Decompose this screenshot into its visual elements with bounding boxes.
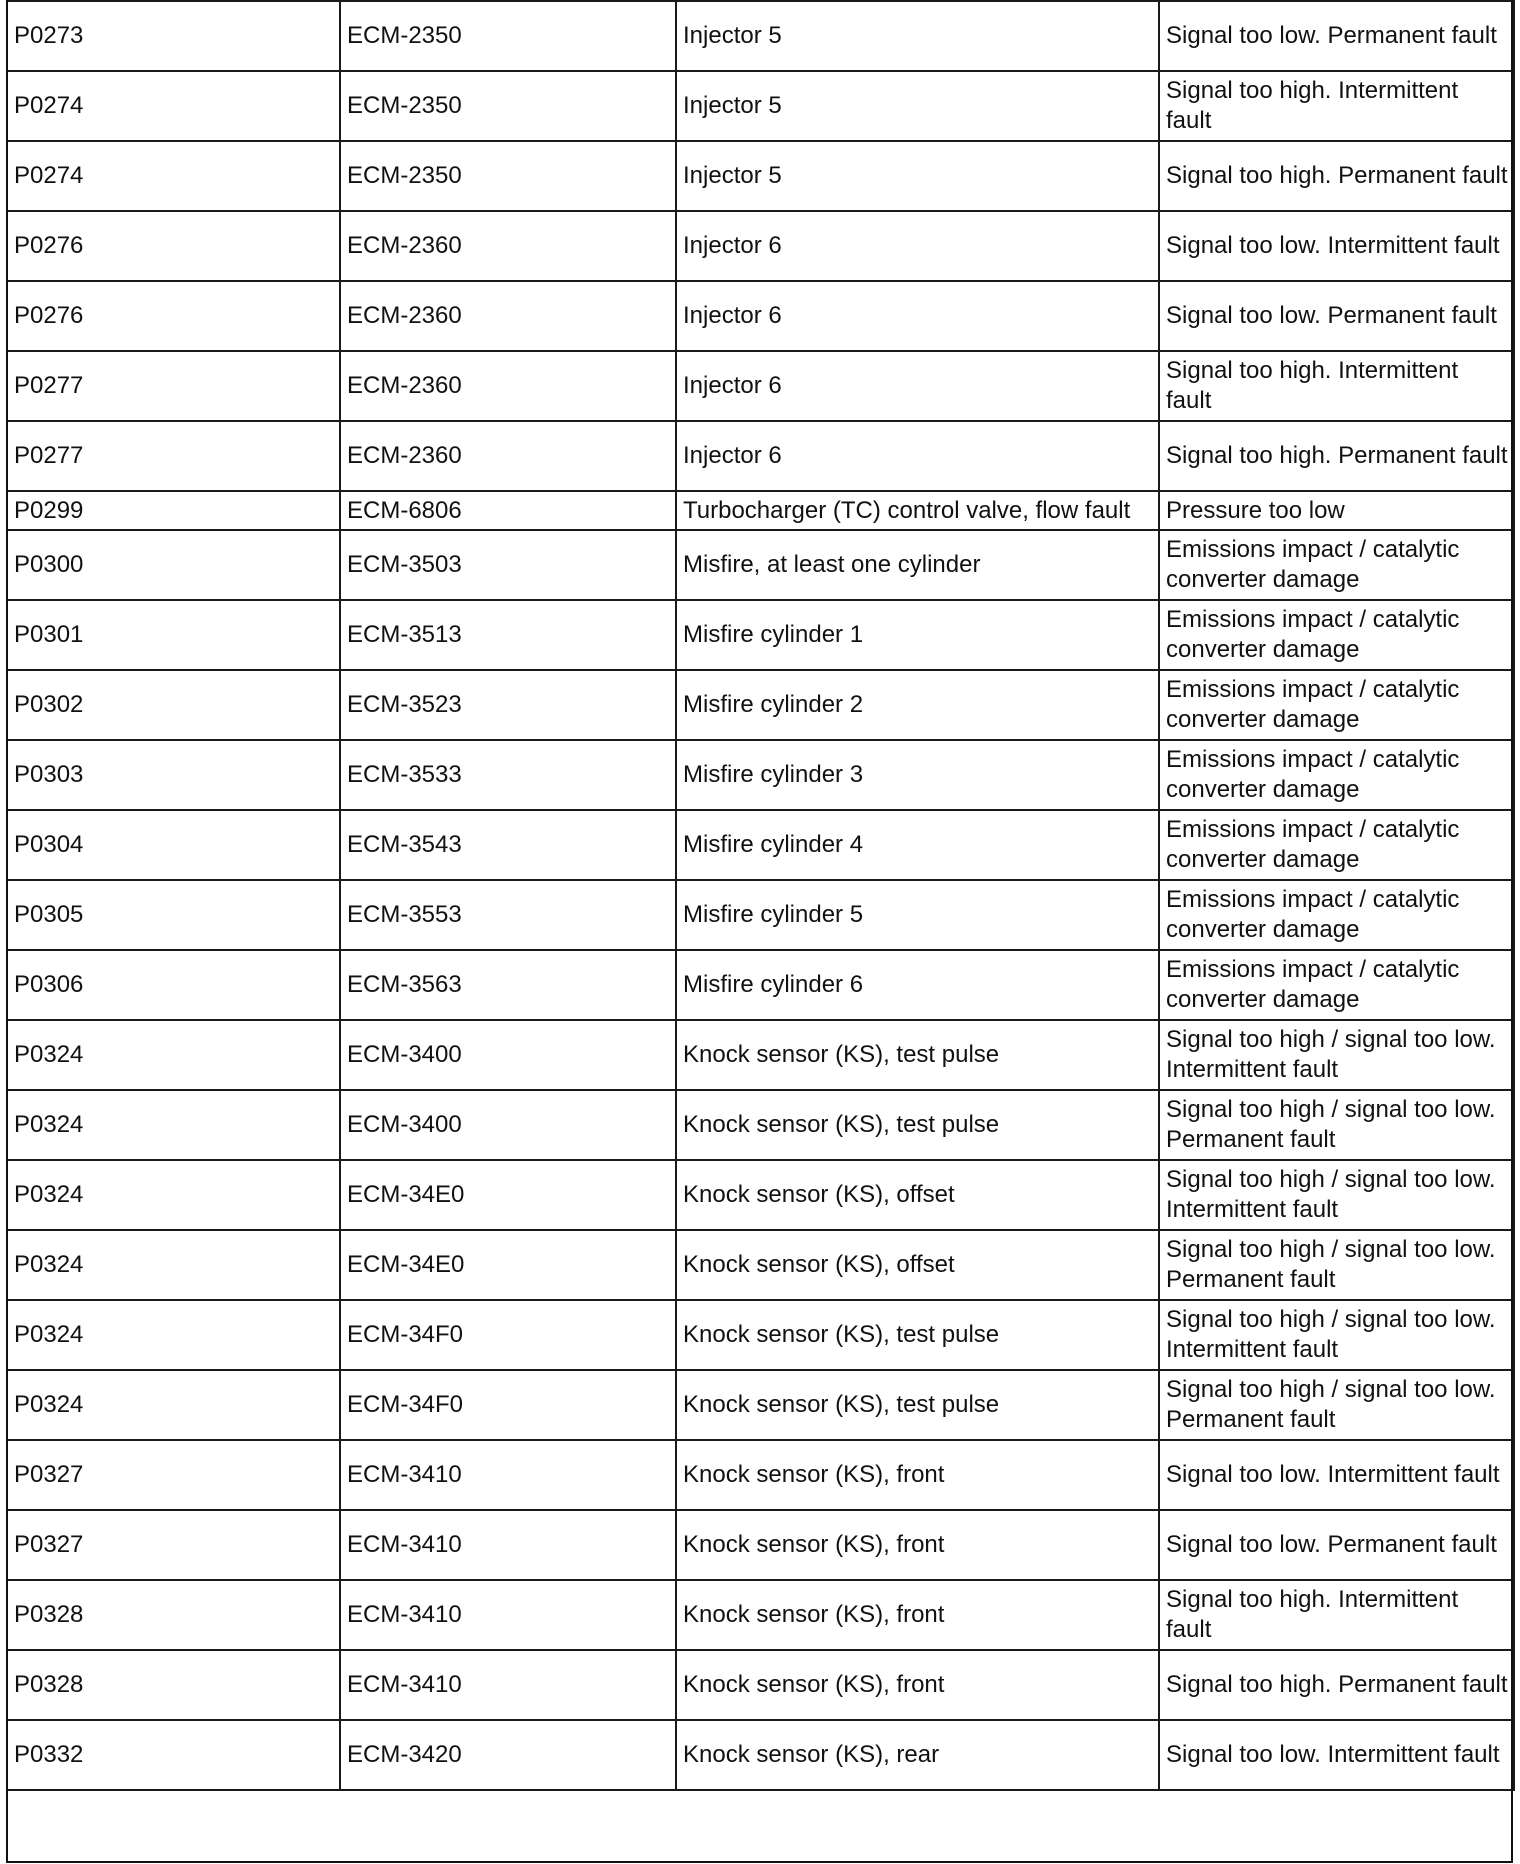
- fault-description-cell: Emissions impact / catalytic converter damage: [1159, 880, 1514, 950]
- ecm-code-cell: ECM-3410: [340, 1650, 676, 1720]
- ecm-code-cell: ECM-3563: [340, 950, 676, 1020]
- ecm-code-cell: ECM-2360: [340, 281, 676, 351]
- fault-description-cell: Signal too high / signal too low. Intermittent fault: [1159, 1020, 1514, 1090]
- dtc-code-cell: P0302: [7, 670, 340, 740]
- component-cell: Misfire cylinder 1: [676, 600, 1159, 670]
- table-row: [7, 71, 1514, 141]
- ecm-code-cell: ECM-34F0: [340, 1370, 676, 1440]
- ecm-code-cell: ECM-3410: [340, 1440, 676, 1510]
- table-row: [7, 1090, 1514, 1160]
- ecm-code-cell: ECM-3400: [340, 1090, 676, 1160]
- fault-description-cell: Signal too high. Intermittent fault: [1159, 1580, 1514, 1650]
- component-cell: Knock sensor (KS), offset: [676, 1160, 1159, 1230]
- dtc-code-cell: P0324: [7, 1230, 340, 1300]
- fault-description-cell: Signal too high / signal too low. Permanent fault: [1159, 1370, 1514, 1440]
- ecm-code-cell: ECM-3543: [340, 810, 676, 880]
- component-cell: Knock sensor (KS), test pulse: [676, 1090, 1159, 1160]
- table-row: [7, 1370, 1514, 1440]
- dtc-code-cell: P0324: [7, 1370, 340, 1440]
- ecm-code-cell: ECM-34E0: [340, 1160, 676, 1230]
- ecm-code-cell: ECM-2360: [340, 351, 676, 421]
- table-row: [7, 1230, 1514, 1300]
- table-row: [7, 530, 1514, 600]
- table-row: [7, 740, 1514, 810]
- component-cell: Injector 6: [676, 421, 1159, 491]
- dtc-table: [6, 0, 1515, 1791]
- ecm-code-cell: ECM-2360: [340, 421, 676, 491]
- table-row: [7, 1720, 1514, 1790]
- component-cell: Knock sensor (KS), front: [676, 1580, 1159, 1650]
- dtc-code-cell: P0276: [7, 211, 340, 281]
- fault-description-cell: Emissions impact / catalytic converter damage: [1159, 530, 1514, 600]
- table-row: [7, 950, 1514, 1020]
- table-row: [7, 351, 1514, 421]
- component-cell: Injector 6: [676, 351, 1159, 421]
- ecm-code-cell: ECM-2350: [340, 1, 676, 71]
- fault-description-cell: Emissions impact / catalytic converter damage: [1159, 740, 1514, 810]
- component-cell: Injector 6: [676, 281, 1159, 351]
- fault-description-cell: Signal too high. Permanent fault: [1159, 141, 1514, 211]
- ecm-code-cell: ECM-3400: [340, 1020, 676, 1090]
- fault-description-cell: Signal too high. Intermittent fault: [1159, 71, 1514, 141]
- fault-description-cell: Emissions impact / catalytic converter damage: [1159, 600, 1514, 670]
- dtc-code-cell: P0327: [7, 1440, 340, 1510]
- component-cell: Misfire cylinder 3: [676, 740, 1159, 810]
- dtc-code-cell: P0324: [7, 1160, 340, 1230]
- dtc-code-cell: P0300: [7, 530, 340, 600]
- dtc-code-cell: P0304: [7, 810, 340, 880]
- table-row: [7, 670, 1514, 740]
- table-row: [7, 281, 1514, 351]
- ecm-code-cell: ECM-2350: [340, 141, 676, 211]
- component-cell: Injector 6: [676, 211, 1159, 281]
- dtc-code-cell: P0277: [7, 351, 340, 421]
- table-row: [7, 491, 1514, 530]
- table-row: [7, 1510, 1514, 1580]
- fault-description-cell: Emissions impact / catalytic converter damage: [1159, 950, 1514, 1020]
- ecm-code-cell: ECM-3503: [340, 530, 676, 600]
- fault-description-cell: Signal too low. Intermittent fault: [1159, 1720, 1514, 1790]
- ecm-code-cell: ECM-3513: [340, 600, 676, 670]
- dtc-code-cell: P0332: [7, 1720, 340, 1790]
- fault-description-cell: Signal too low. Permanent fault: [1159, 281, 1514, 351]
- component-cell: Knock sensor (KS), test pulse: [676, 1300, 1159, 1370]
- fault-description-cell: Signal too low. Intermittent fault: [1159, 1440, 1514, 1510]
- fault-description-cell: Signal too high. Intermittent fault: [1159, 351, 1514, 421]
- fault-description-cell: Pressure too low: [1159, 491, 1514, 530]
- dtc-code-cell: P0327: [7, 1510, 340, 1580]
- component-cell: Knock sensor (KS), test pulse: [676, 1020, 1159, 1090]
- ecm-code-cell: ECM-2360: [340, 211, 676, 281]
- fault-description-cell: Signal too high / signal too low. Permanent fault: [1159, 1230, 1514, 1300]
- table-row: [7, 211, 1514, 281]
- component-cell: Knock sensor (KS), front: [676, 1650, 1159, 1720]
- table-row: [7, 810, 1514, 880]
- dtc-code-cell: P0324: [7, 1020, 340, 1090]
- dtc-code-cell: P0328: [7, 1580, 340, 1650]
- table-row: [7, 1, 1514, 71]
- component-cell: Misfire, at least one cylinder: [676, 530, 1159, 600]
- dtc-code-cell: P0328: [7, 1650, 340, 1720]
- table-row: [7, 880, 1514, 950]
- dtc-code-cell: P0276: [7, 281, 340, 351]
- table-row: [7, 1440, 1514, 1510]
- table-row: [7, 1580, 1514, 1650]
- fault-description-cell: Emissions impact / catalytic converter damage: [1159, 670, 1514, 740]
- dtc-code-cell: P0303: [7, 740, 340, 810]
- ecm-code-cell: ECM-3523: [340, 670, 676, 740]
- dtc-code-cell: P0274: [7, 141, 340, 211]
- dtc-code-cell: P0277: [7, 421, 340, 491]
- component-cell: Misfire cylinder 5: [676, 880, 1159, 950]
- component-cell: Turbocharger (TC) control valve, flow fault: [676, 491, 1159, 530]
- component-cell: Knock sensor (KS), front: [676, 1440, 1159, 1510]
- ecm-code-cell: ECM-3553: [340, 880, 676, 950]
- dtc-code-cell: P0305: [7, 880, 340, 950]
- component-cell: Knock sensor (KS), offset: [676, 1230, 1159, 1300]
- table-row: [7, 1650, 1514, 1720]
- dtc-code-cell: P0299: [7, 491, 340, 530]
- document-page: [6, 0, 1513, 1791]
- dtc-code-cell: P0301: [7, 600, 340, 670]
- ecm-code-cell: ECM-3410: [340, 1580, 676, 1650]
- fault-description-cell: Signal too low. Permanent fault: [1159, 1, 1514, 71]
- dtc-code-cell: P0274: [7, 71, 340, 141]
- fault-description-cell: Signal too low. Permanent fault: [1159, 1510, 1514, 1580]
- ecm-code-cell: ECM-3533: [340, 740, 676, 810]
- component-cell: Injector 5: [676, 1, 1159, 71]
- fault-description-cell: Signal too high / signal too low. Intermittent fault: [1159, 1300, 1514, 1370]
- component-cell: Knock sensor (KS), rear: [676, 1720, 1159, 1790]
- table-row: [7, 421, 1514, 491]
- fault-description-cell: Signal too high. Permanent fault: [1159, 1650, 1514, 1720]
- dtc-code-cell: P0273: [7, 1, 340, 71]
- ecm-code-cell: ECM-34E0: [340, 1230, 676, 1300]
- component-cell: Misfire cylinder 4: [676, 810, 1159, 880]
- fault-description-cell: Signal too high. Permanent fault: [1159, 421, 1514, 491]
- dtc-code-cell: P0306: [7, 950, 340, 1020]
- table-row: [7, 1160, 1514, 1230]
- fault-description-cell: Signal too low. Intermittent fault: [1159, 211, 1514, 281]
- table-row: [7, 1300, 1514, 1370]
- fault-description-cell: Signal too high / signal too low. Intermittent fault: [1159, 1160, 1514, 1230]
- fault-description-cell: Emissions impact / catalytic converter damage: [1159, 810, 1514, 880]
- ecm-code-cell: ECM-34F0: [340, 1300, 676, 1370]
- ecm-code-cell: ECM-3420: [340, 1720, 676, 1790]
- component-cell: Injector 5: [676, 71, 1159, 141]
- ecm-code-cell: ECM-3410: [340, 1510, 676, 1580]
- ecm-code-cell: ECM-2350: [340, 71, 676, 141]
- component-cell: Knock sensor (KS), front: [676, 1510, 1159, 1580]
- dtc-code-cell: P0324: [7, 1090, 340, 1160]
- component-cell: Misfire cylinder 2: [676, 670, 1159, 740]
- table-row: [7, 600, 1514, 670]
- ecm-code-cell: ECM-6806: [340, 491, 676, 530]
- dtc-code-cell: P0324: [7, 1300, 340, 1370]
- component-cell: Injector 5: [676, 141, 1159, 211]
- table-row: [7, 1020, 1514, 1090]
- component-cell: Knock sensor (KS), test pulse: [676, 1370, 1159, 1440]
- dtc-table-body: [7, 1, 1514, 1790]
- fault-description-cell: Signal too high / signal too low. Permanent fault: [1159, 1090, 1514, 1160]
- component-cell: Misfire cylinder 6: [676, 950, 1159, 1020]
- table-row: [7, 141, 1514, 211]
